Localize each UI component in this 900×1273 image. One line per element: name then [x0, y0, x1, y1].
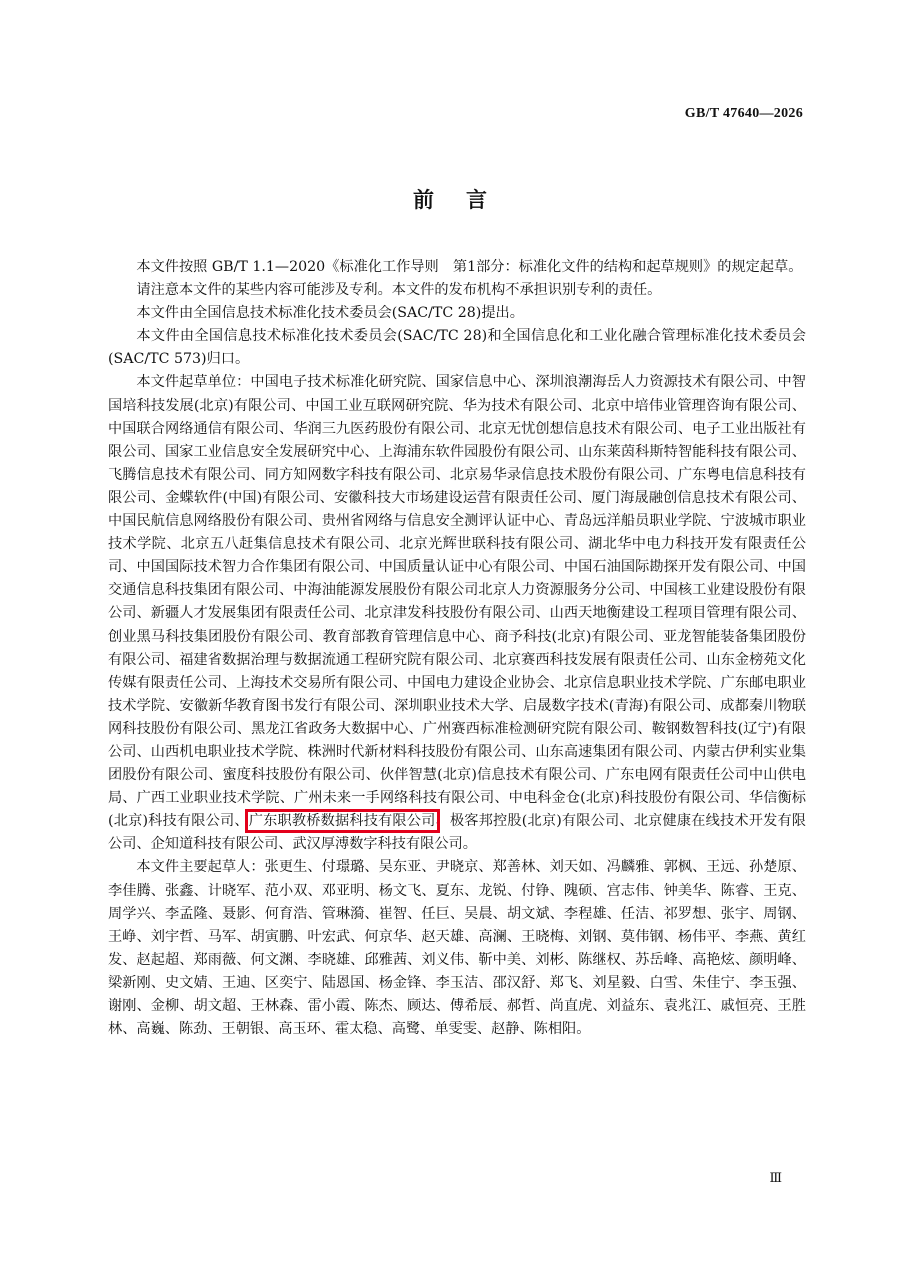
paragraph-centralized-by: 本文件由全国信息技术标准化技术委员会(SAC/TC 28)和全国信息化和工业化融合管理标准化技术委员会(SAC/TC 573)归口。	[108, 328, 806, 368]
drafting-units-text-end: 、极客邦控股(北京)有限公司、北京健康在线技术开发有限公司、企知道科技有限公司、武汉厚溥数字科技有限公司。	[108, 813, 806, 853]
paragraph-patent-notice: 请注意本文件的某些内容可能涉及专利。本文件的发布机构不承担识别专利的责任。	[136, 282, 662, 299]
page-number: Ⅲ	[769, 1170, 782, 1185]
paragraph-drafting-units	[108, 371, 806, 856]
standard-code: GB/T 47640—2026	[684, 106, 803, 121]
foreword-body	[108, 256, 806, 1041]
paragraph-drafting-basis: 本文件按照 GB/T 1.1—2020《标准化工作导则 第1部分：标准化文件的结构和起草规则》的规定起草。	[136, 259, 803, 275]
highlighted-organization: 广东职教桥数据科技有限公司	[248, 813, 436, 830]
paragraph-drafters: 本文件主要起草人：张更生、付璟璐、吴东亚、尹晓京、郑善林、刘天如、冯麟雅、郭枫、王远、孙楚原、李佳腾、张鑫、计晓军、范小双、邓亚明、杨文飞、夏东、龙锐、付铮、隗硕、宫志伟、钟美华、陈睿、王克、周学兴、李孟隆、聂影、何育浩、管琳漪、崔智、任巨、吴晨、胡文斌、李程雄、任洁、祁罗想、张宇、周钢、王峥、刘宇哲、马军、胡寅鹏、叶宏武、何京华、赵天雄、高澜、王晓梅、刘钢、莫伟钢、杨伟平、李燕、黄红发、赵起超、郑雨薇、何文渊、李晓雄、邱雅茜、刘义伟、靳中美、刘彬、陈继权、苏岳峰、高艳炫、颜明峰、梁新刚、史文婧、王迪、区奕宁、陆恩国、杨金锋、李玉洁、邵汉舒、郑飞、刘星毅、白雪、朱佳宁、李玉强、谢刚、金柳、胡文超、王林森、雷小霞、陈杰、顾达、傅希辰、郝哲、尚直虎、刘益东、袁兆江、戚恒亮、王胜林、高巍、陈劲、王朝银、高玉环、霍太稳、高鹭、单雯雯、赵静、陈相阳。	[108, 859, 806, 1038]
drafting-units-text: 本文件起草单位：中国电子技术标准化研究院、国家信息中心、深圳浪潮海岳人力资源技术有限公司、中智国培科技发展(北京)有限公司、中国工业互联网研究院、华为技术有限公司、北京中培伟业管理咨询有限公司、中国联合网络通信有限公司、华润三九医药股份有限公司、北京无忧创想信息技术有限公司、电子工业出版社有限公司、国家工业信息安全发展研究中心、上海浦东软件园股份有限公司、山东莱茵科斯特智能科技有限公司、飞腾信息技术有限公司、同方知网数字科技有限公司、北京易华录信息技术股份有限公司、广东粤电信息科技有限公司、金蝶软件(中国)有限公司、安徽科技大市场建设运营有限责任公司、厦门海晟融创信息技术有限公司、中国民航信息网络股份有限公司、贵州省网络与信息安全测评认证中心、青岛远洋船员职业学院、宁波城市职业技术学院、北京五八赶集信息技术有限公司、北京光辉世联科技有限公司、湖北华中电力科技开发有限责任公司、中国国际技术智力合作集团有限公司、中国质量认证中心有限公司、中国石油国际勘探开发有限公司、中国交通信息科技集团有限公司、中海油能源发展股份有限公司北京人力资源服务分公司、中国核工业建设股份有限公司、新疆人才发展集团有限责任公司、北京津发科技股份有限公司、山西天地衡建设工程项目管理有限公司、创业黑马科技集团股份有限公司、教育部教育管理信息中心、商予科技(北京)有限公司、亚龙智能装备集团股份有限公司、福建省数据治理与数据流通工程研究院有限公司、北京赛西科技发展有限责任公司、山东金榜苑文化传媒有限责任公司、上海技术交易所有限公司、中国电力建设企业协会、北京信息职业技术学院、广东邮电职业技术学院、安徽新华教育图书发行有限公司、深圳职业技术大学、启晟数字技术(青海)有限公司、成都秦川物联网科技股份有限公司、黑龙江省政务大数据中心、广州赛西标准检测研究院有限公司、鞍钢数智科技(辽宁)有限公司、山西机电职业技术学院、株洲时代新材料科技股份有限公司、山东高速集团有限公司、内蒙古伊利实业集团股份有限公司、蜜度科技股份有限公司、伙伴智慧(北京)信息技术有限公司、广东电网有限责任公司中山供电局、广西工业职业技术学院、广州未来一手网络科技有限公司、中电科金仓(北京)科技股份有限公司、华信衡标(北京)科技有限公司、	[108, 374, 806, 830]
page-title: 前言	[413, 188, 519, 212]
paragraph-proposed-by: 本文件由全国信息技术标准化技术委员会(SAC/TC 28)提出。	[136, 305, 524, 322]
